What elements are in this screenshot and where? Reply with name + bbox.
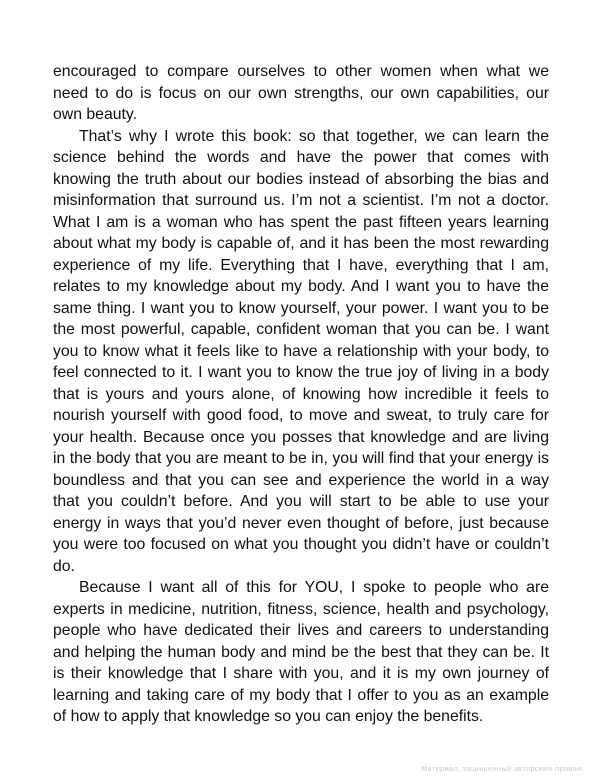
paragraph-why-i-wrote: That’s why I wrote this book: so that together, we can learn the science behind the words and have the power that comes with knowing the truth about our bodies instead of absorbing the bias and misinformation that surround us. I’m not a scientist. I’m not a doctor. What I am is a woman who has spent the past fifteen years learning about what my body is capable of, and it has been the most rewarding experience of my life. Everything that I have, everything that I am, relates to my knowledge about my body. And I want you to have the same thing. I want you to know yourself, your power. I want you to be the most powerful, capable, confident woman that you can be. I want you to know what it feels like to have a relationship with your body, to feel connected to it. I want you to know the true joy of living in a body that is yours and yours alone, of knowing how incredible it feels to nourish yourself with good food, to move and sweat, to truly care for your health. Because once you posses that knowledge and are living in the body that you are meant to be in, you will find that your energy is boundless and that you can see and experience the world in a way that you couldn’t before. And you will start to be able to use your energy in ways that you’d never even thought of before, just because you were too focused on what you thought you didn’t have or couldn’t do. (53, 127, 549, 575)
page-body (53, 61, 549, 728)
paragraph-continuation: encouraged to compare ourselves to other women when what we need to do is focus on our own strengths, our own capabilities, our own beauty. (53, 63, 549, 123)
copyright-watermark: Материал, защищенный авторским правом (421, 765, 582, 773)
paragraph-experts: Because I want all of this for YOU, I spoke to people who are experts in medicine, nutrition, fitness, science, health and psychology, people who have dedicated their lives and careers to understanding and helping the human body and mind be the best that they can be. It is their knowledge that I share with you, and it is my own journey of learning and taking care of my body that I offer to you as an example of how to apply that knowledge so you can enjoy the benefits. (53, 579, 549, 725)
